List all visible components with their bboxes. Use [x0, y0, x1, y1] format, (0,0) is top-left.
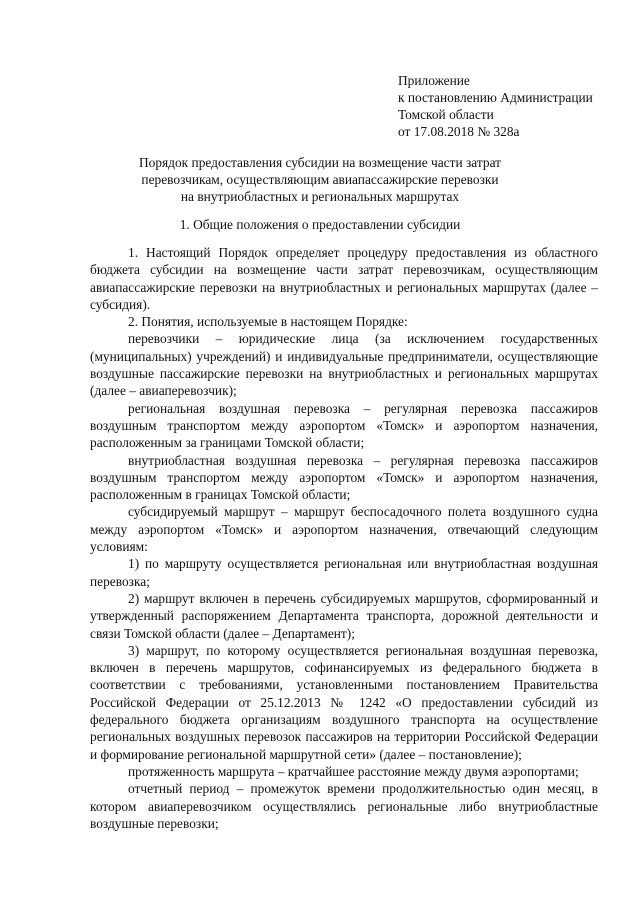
title-line: на внутриобластных и региональных маршрутах [180, 189, 460, 204]
paragraph: 3) маршрут, по которому осуществляется региональная воздушная перевозка, включен в перечень маршрутов, софинансируемых из федерального бюджета в соответствии с требованиями, установленными постановлением Правительства Российской Федерации от 25.12.2013 № 1242 «О предоставлении субсидий из федерального бюджета организациям воздушного транспорта на осуществление региональных воздушных перевозок пассажиров на территории Российской Федерации и формирование региональной маршрутной сети» (далее – постановление); [90, 642, 598, 762]
appendix-line: Томской области [398, 107, 494, 122]
paragraph: протяженность маршрута – кратчайшее расстояние между двумя аэропортами; [128, 763, 579, 779]
section-heading: 1. Общие положения о предоставлении субсидии [179, 217, 461, 232]
appendix-block [398, 72, 593, 140]
appendix-line: Приложение [398, 73, 470, 88]
document-title [90, 154, 550, 205]
paragraph: внутриобластная воздушная перевозка – регулярная перевозка пассажиров воздушным транспортом между аэропортом «Томск» и аэропортом назначения, расположенным в границах Томской области; [90, 452, 598, 503]
paragraph: 2. Понятия, используемые в настоящем Порядке: [128, 314, 408, 330]
paragraph: отчетный период – промежуток времени продолжительностью один месяц, в котором авиаперевозчиком осуществлялись региональные либо внутриобластные воздушные перевозки; [90, 781, 598, 831]
title-line: перевозчикам, осуществляющим авиапассажирские перевозки [141, 172, 499, 187]
appendix-line: от 17.08.2018 № 328а [398, 124, 520, 139]
paragraph: перевозчики – юридические лица (за исключением государственных (муниципальных) учреждений) и индивидуальные предприниматели, осуществляющие воздушные пассажирские перевозки на внутриобластных и региональных маршрутах (далее – авиаперевозчик); [90, 331, 598, 399]
paragraph: региональная воздушная перевозка – регулярная перевозка пассажиров воздушным транспортом между аэропортом «Томск» и аэропортом назначения, расположенным за границами Томской области; [90, 400, 598, 451]
document-body [90, 244, 598, 832]
paragraph: 2) маршрут включен в перечень субсидируемых маршрутов, сформированный и утвержденный распоряжением Департамента транспорта, дорожной деятельности и связи Томской области (далее – Департамент); [90, 590, 598, 641]
title-line: Порядок предоставления субсидии на возмещение части затрат [138, 155, 502, 170]
paragraph: субсидируемый маршрут – маршрут беспосадочного полета воздушного судна между аэропортом «Томск» и аэропортом назначения, отвечающий следующим условиям: [90, 504, 598, 555]
appendix-line: к постановлению Администрации [398, 90, 593, 105]
paragraph: 1. Настоящий Порядок определяет процедуру предоставления из областного бюджета субсидии на возмещение части затрат перевозчикам, осуществляющим авиапассажирские перевозки на внутриобластных и региональных маршрутах (далее – субсидия). [90, 245, 598, 312]
paragraph: 1) по маршруту осуществляется региональная или внутриобластная воздушная перевозка; [90, 556, 598, 589]
